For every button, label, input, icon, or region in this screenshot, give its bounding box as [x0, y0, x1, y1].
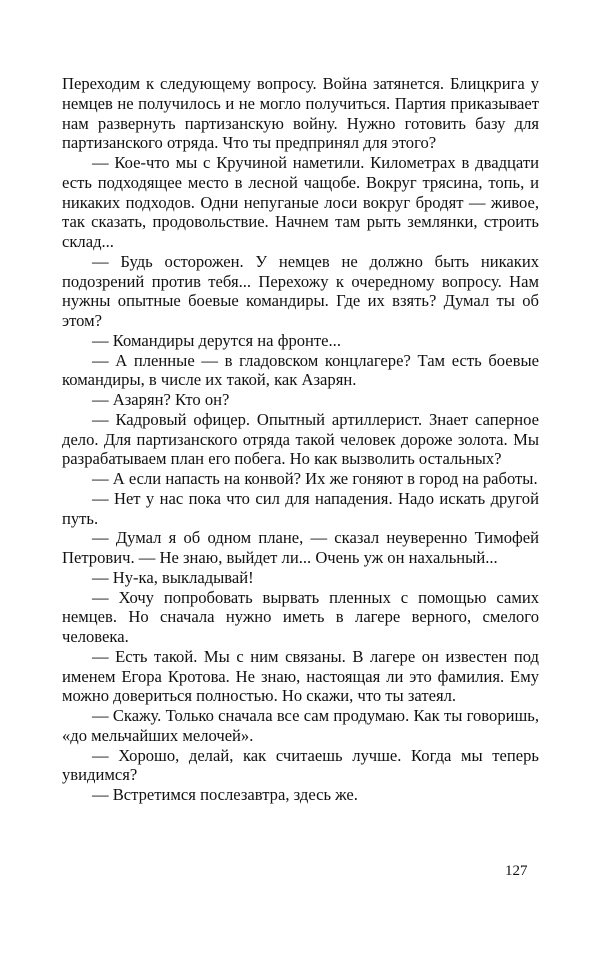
- paragraph: — Думал я об одном плане, — сказал неуверенно Тимофей Петрович. — Не знаю, выйдет ли... Очень уж он нахальный...: [62, 528, 539, 567]
- paragraph: — Хорошо, делай, как считаешь лучше. Когда мы теперь увидимся?: [62, 745, 539, 785]
- paragraph: — Будь осторожен. У немцев не должно быть никаких подозрений против тебя... Перехожу к очередному вопросу. Нам нужны опытные боевые командиры. Где их взять? Думал ты об этом?: [62, 251, 539, 330]
- paragraph: — Кадровый офицер. Опытный артиллерист. Знает саперное дело. Для партизанского отряда такой человек дороже золота. Мы разрабатываем план его побега. Но как вызволить остальных?: [62, 409, 539, 469]
- paragraph: — Командиры дерутся на фронте...: [92, 330, 341, 350]
- paragraph: — Ну-ка, выкладывай!: [92, 567, 254, 587]
- paragraph: — Скажу. Только сначала все сам продумаю. Как ты говоришь, «до мельчайших мелочей».: [62, 706, 539, 745]
- paragraph: — Есть такой. Мы с ним связаны. В лагере он известен под именем Егора Кротова. Не знаю, настоящая ли это фамилия. Ему можно довериться полностью. Но скажи, что ты затеял.: [62, 646, 539, 706]
- paragraph: — Хочу попробовать вырвать пленных с помощью самих немцев. Но сначала нужно иметь в лагере верного, смелого человека.: [62, 587, 539, 646]
- paragraph: — Кое-что мы с Кручиной наметили. Километрах в двадцати есть подходящее место в лесной чащобе. Вокруг трясина, топь, и никаких подходов. Одни непуганые лоси вокруг бродят — живое, так сказать, продовольствие. Начнем там рыть землянки, строить склад...: [62, 153, 539, 251]
- paragraph: — Встретимся послезавтра, здесь же.: [92, 785, 358, 804]
- page-number: 127: [505, 863, 528, 879]
- paragraph: — А пленные — в гладовском концлагере? Там есть боевые командиры, в числе их такой, как Азарян.: [62, 350, 539, 390]
- paragraph: Переходим к следующему вопросу. Война затянется. Блицкрига у немцев не получилось и не могло получиться. Партия приказывает нам развернуть партизанскую войну. Нужно готовить базу для партизанского отряда. Что ты предпринял для этого?: [62, 74, 539, 153]
- body-text: [62, 74, 539, 805]
- paragraph: — Нет у нас пока что сил для нападения. Надо искать другой путь.: [62, 488, 539, 528]
- paragraph: — А если напасть на конвой? Их же гоняют в город на работы.: [92, 469, 538, 488]
- paragraph: — Азарян? Кто он?: [92, 390, 230, 409]
